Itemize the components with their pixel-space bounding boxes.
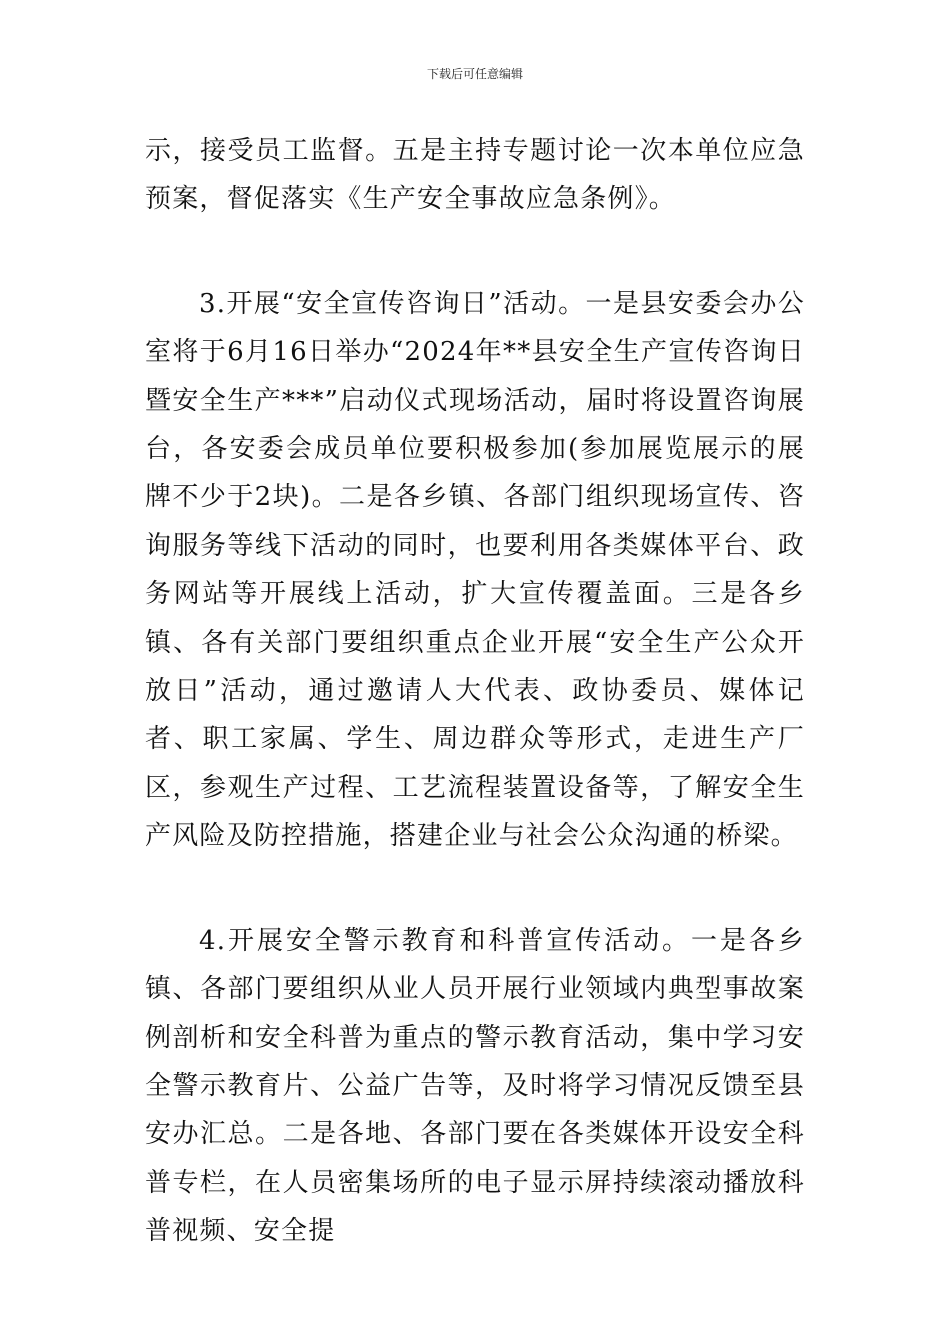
paragraph-item-3: 3.开展“安全宣传咨询日”活动。一是县安委会办公室将于6月16日举办“2024年**县安全生产宣传咨询日暨安全生产***”启动仪式现场活动，届时将设置咨询展台，各安委会成员单位要积极参加(参加展览展示的展牌不少于2块)。二是各乡镇、各部门组织现场宣传、咨询服务等线下活动的同时，也要利用各类媒体平台、政务网站等开展线上活动，扩大宣传覆盖面。三是各乡镇、各有关部门要组织重点企业开展“安全生产公众开放日”活动，通过邀请人大代表、政协委员、媒体记者、职工家属、学生、周边群众等形式，走进生产厂区，参观生产过程、工艺流程装置设备等，了解安全生产风险及防控措施，搭建企业与社会公众沟通的桥梁。	[145, 288, 805, 852]
paragraph-item-4: 4.开展安全警示教育和科普宣传活动。一是各乡镇、各部门要组织从业人员开展行业领域内典型事故案例剖析和安全科普为重点的警示教育活动，集中学习安全警示教育片、公益广告等，及时将学习情况反馈至县安办汇总。二是各地、各部门要在各类媒体开设安全科普专栏，在人员密集场所的电子显示屏持续滚动播放科普视频、安全提	[145, 925, 805, 1247]
page-header-note: 下载后可任意编辑	[426, 67, 523, 81]
paragraph-continuation: 示，接受员工监督。五是主持专题讨论一次本单位应急预案，督促落实《生产安全事故应急条例》。	[145, 136, 805, 215]
document-body	[145, 127, 805, 1256]
